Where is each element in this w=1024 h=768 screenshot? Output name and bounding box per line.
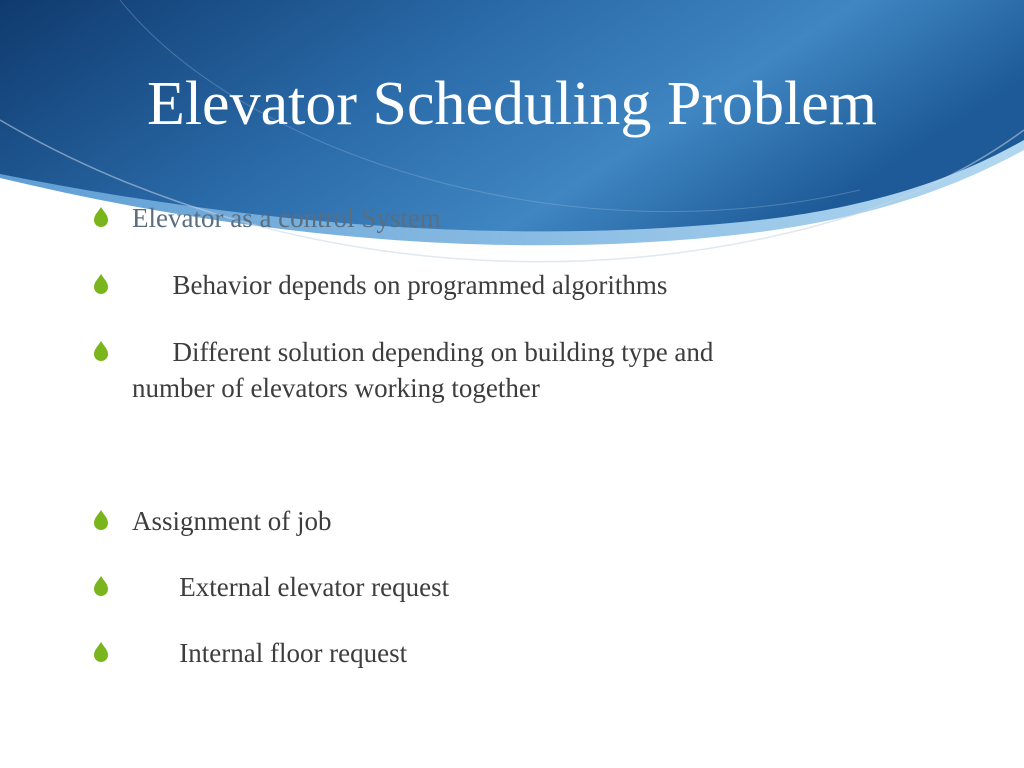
bullet-text: Assignment of job (132, 506, 332, 536)
leaf-drop-icon (93, 576, 109, 596)
leaf-drop-icon (93, 642, 109, 662)
bullet-text: Elevator as a control System (132, 203, 441, 233)
bullet-text: Different solution depending on building type and number of elevators working together (132, 337, 714, 403)
bullet-text: Behavior depends on programmed algorithms (132, 270, 668, 300)
leaf-drop-icon (93, 341, 109, 361)
bullet-text: Internal floor request (132, 638, 408, 668)
bullet-text: External elevator request (132, 572, 450, 602)
leaf-drop-icon (93, 510, 109, 530)
leaf-drop-icon (93, 207, 109, 227)
slide-title: Elevator Scheduling Problem (146, 70, 878, 138)
leaf-drop-icon (93, 274, 109, 294)
